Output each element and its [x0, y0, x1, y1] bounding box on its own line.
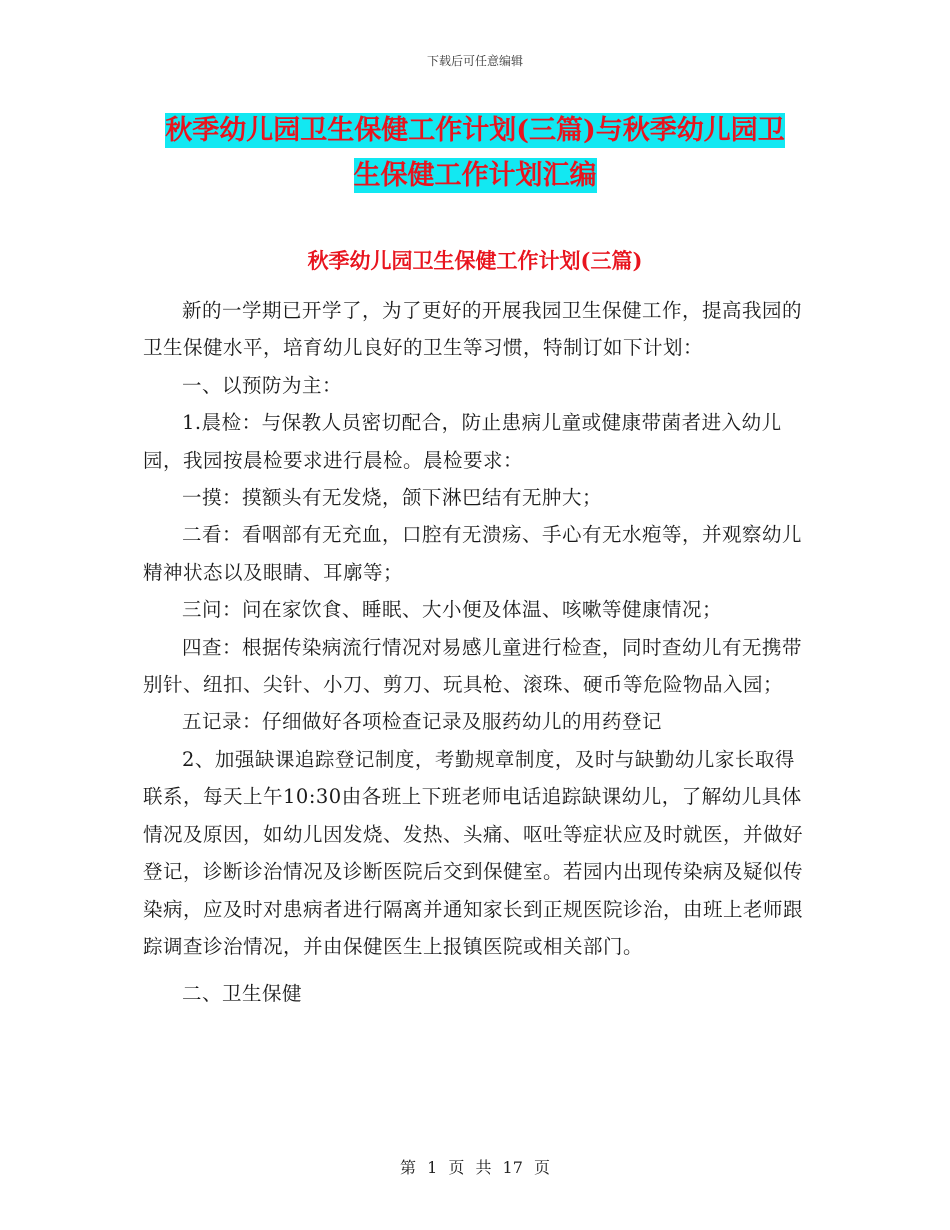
page-footer: 第 1 页 共 17 页	[400, 1158, 550, 1177]
section-title: 秋季幼儿园卫生保健工作计划(三篇)	[307, 248, 643, 273]
paragraph: 1.晨检：与保教人员密切配合，防止患病儿童或健康带菌者进入幼儿园，我园按晨检要求进行晨检。晨检要求：	[143, 411, 782, 472]
header-note: 下载后可任意编辑	[426, 54, 523, 68]
paragraph: 一、以预防为主：	[182, 373, 343, 397]
paragraph: 三问：问在家饮食、睡眠、大小便及体温、咳嗽等健康情况；	[182, 598, 723, 622]
paragraph: 一摸：摸额头有无发烧，颌下淋巴结有无肿大；	[182, 486, 603, 510]
document-body	[143, 292, 808, 1013]
paragraph: 二看：看咽部有无充血，口腔有无溃疡、手心有无水疱等，并观察幼儿精神状态以及眼睛、耳廓等；	[143, 523, 803, 584]
paragraph: 五记录：仔细做好各项检查记录及服药幼儿的用药登记	[182, 710, 663, 734]
paragraph: 新的一学期已开学了，为了更好的开展我园卫生保健工作，提高我园的卫生保健水平，培育幼儿良好的卫生等习惯，特制订如下计划：	[143, 299, 803, 360]
title-line-1: 秋季幼儿园卫生保健工作计划(三篇)与秋季幼儿园卫	[165, 115, 785, 146]
paragraph: 二、卫生保健	[182, 982, 303, 1006]
paragraph: 四查：根据传染病流行情况对易感儿童进行检查，同时查幼儿有无携带别针、纽扣、尖针、小刀、剪刀、玩具枪、滚珠、硬币等危险物品入园；	[143, 635, 803, 697]
document-title	[140, 108, 810, 198]
paragraph: 2、加强缺课追踪登记制度，考勤规章制度，及时与缺勤幼儿家长取得联系，每天上午10:30由各班上下班老师电话追踪缺课幼儿，了解幼儿具体情况及原因，如幼儿因发烧、发热、头痛、呕吐等症状应及时就医，并做好登记，诊断诊治情况及诊断医院后交到保健室。若园内出现传染病及疑似传染病，应及时对患病者进行隔离并通知家长到正规医院诊治，由班上老师跟踪调查诊治情况，并由保健医生上报镇医院或相关部门。	[143, 747, 804, 958]
title-line-2: 生保健工作计划汇编	[353, 160, 597, 191]
